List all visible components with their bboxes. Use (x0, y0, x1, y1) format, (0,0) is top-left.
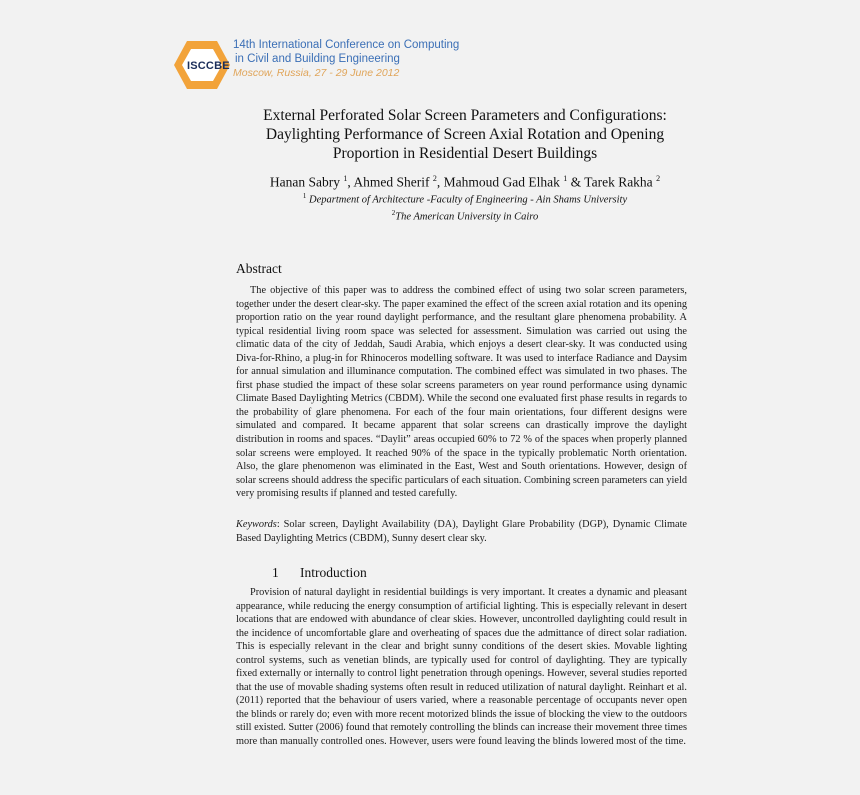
author-sup: 1 (343, 174, 348, 183)
conference-date: Moscow, Russia, 27 - 29 June 2012 (233, 67, 400, 79)
author-name: Ahmed Sherif (353, 174, 430, 190)
abstract-heading: Abstract (236, 261, 282, 276)
introduction-body: Provision of natural daylight in residential buildings is very important. It creates a dynamic and pleasant appearance, while reducing the energy consumption of artificial lighting. This is especially relevant in desert locations that are endowed with abundance of clear skies. However, uncontrolled daylighting could result in the incidence of uncomfortable glare and overheating of spaces due the admittance of direct solar radiation. This is especially relevant in the clear and bright sunny conditions of the desert skies. Movable lighting control systems, such as venetian blinds, are typically used for control of daylighting. They are typically fixed externally or internally to control light penetration through openings. However, several studies reported that the use of movable shading systems often result in reduced utilization of natural daylight. Reinhart et al. (2011) reported that the behaviour of users varied, where a reasonable percentage of occupants never open the blinds or rarely do; even with more recent motorized blinds the issue of blocking the view to the outdoors still existed. Sutter (2006) found that remotely controlling the blinds can increase their movement three times more than manually controlled ones. However, users were found leaving the blinds lowered most of the time. (236, 587, 687, 748)
author-sep: , (347, 174, 354, 190)
author-name: Mahmoud Gad Elhak (443, 174, 560, 190)
affiliations (200, 190, 730, 223)
abstract-body: The objective of this paper was to address the combined effect of using two solar screen parameters, together under the desert clear-sky. The paper examined the effect of the screen axial rotation and its opening proportion ratio on the year round daylight performance, and the resultant glare phenomena probability. A typical residential living room space was selected for assessment. Simulation was carried out using the climatic data of the city of Jeddah, Saudi Arabia, which enjoys a desert clear-sky. It was conducted using Diva-for-Rhino, a plug-in for Rhinoceros modelling software. It was used to interface Radiance and Daysim for annual simulation and illuminance computation. The combined effect was simulated in two phases. The first phase studied the impact of these solar screens parameters on year round performance using dynamic Climate Based Daylighting Metrics (CBDM). While the second one evaluated first phase results in regards to the probability of glare phenomena. For each of the four main orientations, four different designs were simulated and compared. It became apparent that solar screens can drastically improve the daylight distribution in rooms and spaces. “Daylit” areas occupied 60% to 72 % of the spaces when properly planned solar screens were employed. It reached 90% of the space in the typically problematic North orientation. Also, the glare phenomenon was eliminated in the East, West and South orientations. However, design of solar screens should address the specific particulars of each situation. Combining screen parameters can yield very promising results if planned and tested carefully. (236, 285, 687, 500)
author-sup: 2 (432, 174, 437, 183)
author-sep: & (567, 174, 585, 190)
section-heading (272, 565, 367, 581)
affiliation-sup: 1 (302, 192, 307, 200)
author-name: Hanan Sabry (269, 174, 341, 190)
logo-label: ISCCBE (187, 60, 230, 72)
affiliation-text: Department of Architecture -Faculty of Engineering - Ain Shams University (306, 194, 628, 206)
author-list (200, 174, 730, 191)
affiliation-text: The American University in Cairo (395, 211, 539, 222)
title-line: Proportion in Residential Desert Buildings (332, 145, 598, 162)
title-line: Daylighting Performance of Screen Axial Rotation and Opening (265, 126, 665, 143)
conference-name: 14th International Conference on Computing (233, 39, 460, 51)
author-sep: , (436, 174, 444, 190)
author-sup: 1 (563, 174, 568, 183)
author-sup: 2 (656, 174, 661, 183)
keywords-label: Keywords (236, 519, 277, 530)
keywords-text: : Solar screen, Daylight Availability (DA), Daylight Glare Probability (DGP), Dynamic Climate Based Daylighting Metrics (CBDM), Sunny desert clear sky. (236, 519, 687, 544)
section-title: Introduction (300, 565, 367, 580)
affiliation-2 (200, 207, 730, 224)
affiliation-1 (200, 190, 730, 207)
section-number: 1 (272, 565, 279, 580)
keywords (236, 518, 687, 545)
affiliation-sup: 2 (391, 208, 396, 217)
conference-subtitle: in Civil and Building Engineering (235, 53, 400, 65)
author-name: Tarek Rakha (584, 174, 653, 190)
title-line: External Perforated Solar Screen Parameters and Configurations: (263, 107, 667, 124)
conference-info (233, 38, 459, 80)
paper-title (200, 106, 730, 163)
